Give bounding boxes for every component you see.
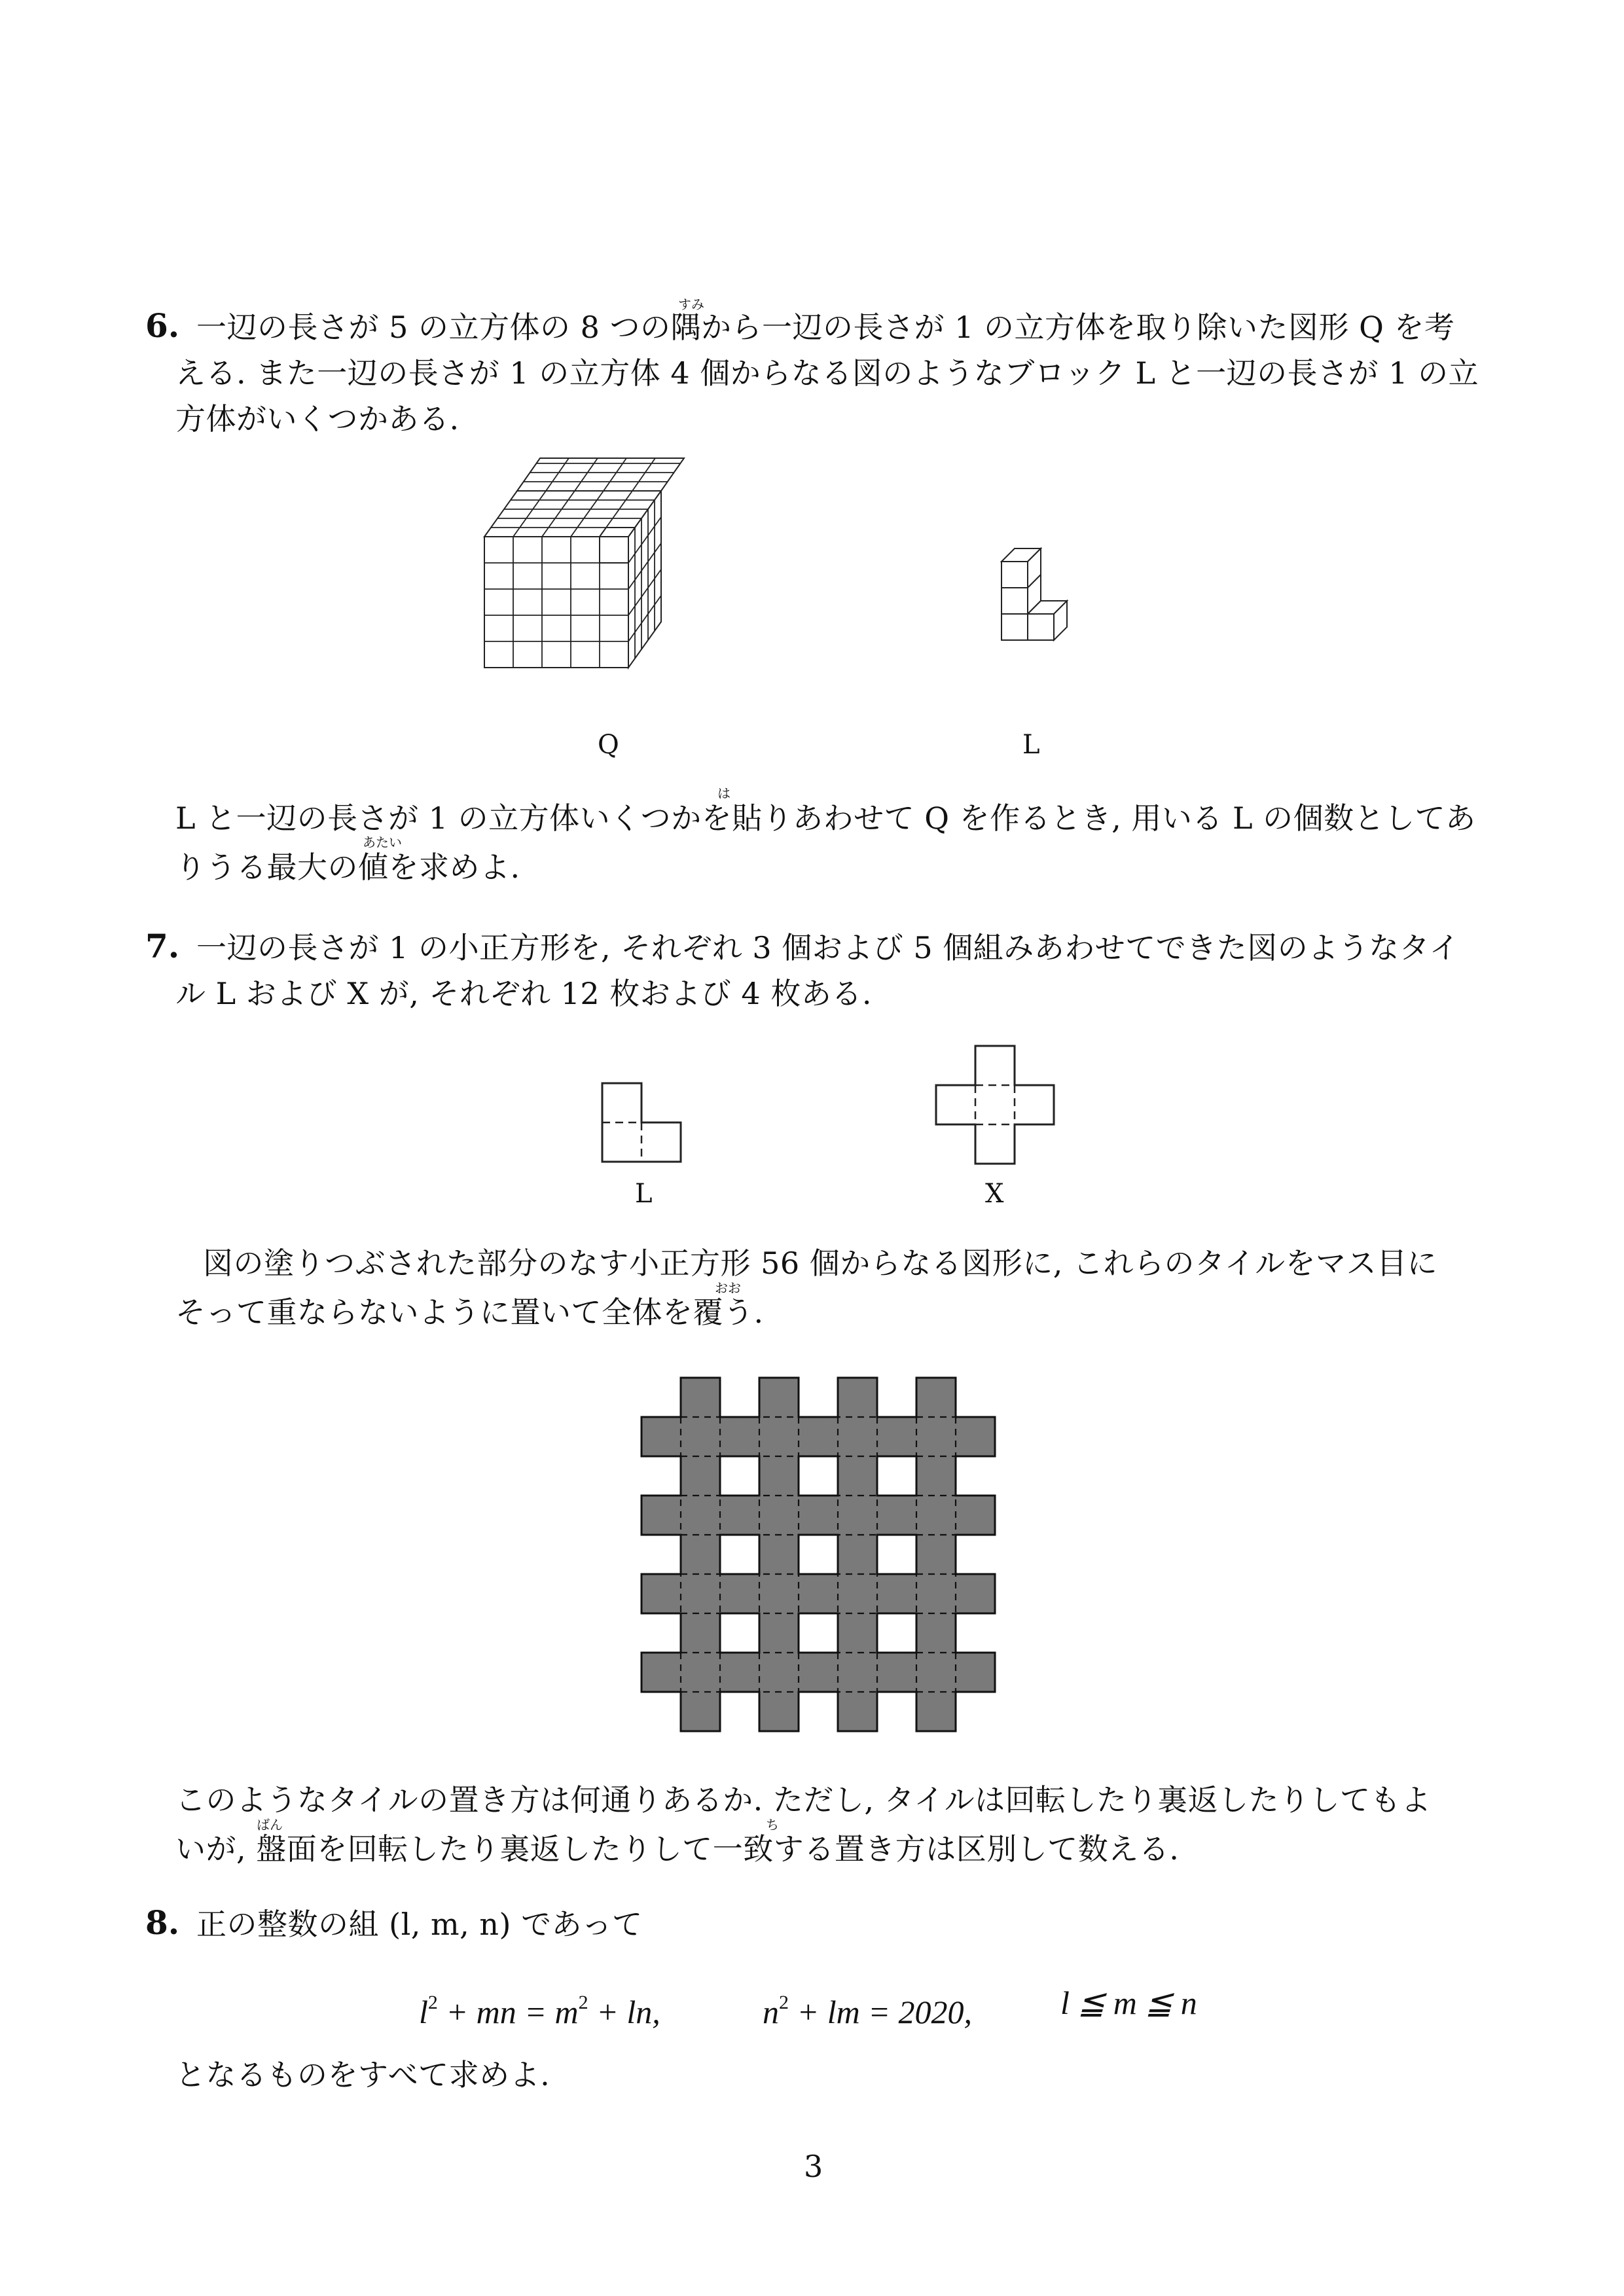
figure-q-cube (471, 452, 746, 713)
equation-3: l ≦ m ≦ n (1060, 1984, 1197, 2021)
problem-6-number: 6. (145, 306, 180, 345)
problem-8-number: 8. (145, 1903, 180, 1942)
page-number: 3 (804, 2149, 823, 2184)
ruby-chi: ち (766, 1817, 779, 1833)
problem-7-line-1: 一辺の長さが 1 の小正方形を, それぞれ 3 個および 5 個組みあわせてできた図のようなタイ (196, 930, 1460, 965)
tile-l-label: L (635, 1179, 653, 1209)
figure-l-label: L (1022, 730, 1040, 760)
problem-7-question-2: いが, 盤面を回転したり裏返したりして一致する置き方は区別して数える. (175, 1831, 1180, 1867)
tile-x-label: X (985, 1179, 1004, 1209)
problem-8-intro: 正の整数の組 (l, m, n) であって (196, 1907, 643, 1942)
tile-l (602, 1083, 687, 1168)
problem-6-question-1: L と一辺の長さが 1 の立方体いくつかを貼りあわせて Q を作るとき, 用いる L の個数としてあ (175, 800, 1476, 836)
figure-l-block (1001, 542, 1106, 673)
equation-2: $n^2$ + lm = 2020, (763, 1992, 972, 2030)
ruby-ha: は (717, 785, 731, 801)
ruby-ban: ばん (257, 1817, 283, 1833)
problem-8-outro: となるものをすべて求めよ. (175, 2057, 550, 2092)
ruby-sumi: すみ (678, 296, 704, 312)
problem-6-line-2: える. また一辺の長さが 1 の立方体 4 個からなる図のようなブロック L と一辺の長さが 1 の立 (175, 355, 1479, 391)
figure-q-label: Q (598, 730, 619, 760)
problem-6-line-1: 一辺の長さが 5 の立方体の 8 つの隅から一辺の長さが 1 の立方体を取り除いた図形 Q を考 (196, 310, 1455, 345)
tile-x (936, 1046, 1060, 1170)
equation-1: $l^2$ + mn = $m^2 + \ln$, (419, 1992, 660, 2030)
lattice-board (641, 1378, 995, 1731)
problem-7-middle-2: そって重ならないように置いて全体を覆う. (175, 1295, 764, 1330)
problem-7-question-1: このようなタイルの置き方は何通りあるか. ただし, タイルは回転したり裏返したりしてもよ (175, 1782, 1432, 1818)
problem-7-number: 7. (145, 927, 180, 965)
ruby-atai: あたい (363, 834, 402, 850)
problem-7-line-2: ル L および X が, それぞれ 12 枚および 4 枚ある. (175, 976, 872, 1011)
problem-7-middle-1: 図の塗りつぶされた部分のなす小正方形 56 個からなる図形に, これらのタイルをマス目に (203, 1246, 1438, 1281)
problem-6-question-2: りうる最大の値を求めよ. (175, 850, 520, 885)
problem-6-line-3: 方体がいくつかある. (175, 401, 460, 437)
ruby-oo: おお (715, 1280, 741, 1296)
